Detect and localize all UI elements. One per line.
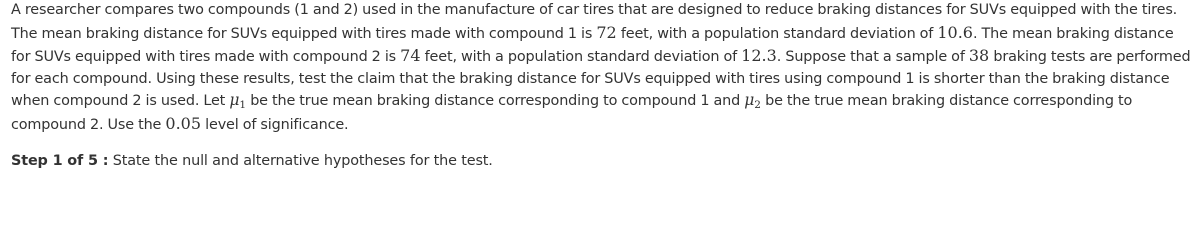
problem-text: . Suppose that a sample of bbox=[776, 49, 969, 65]
step-text: State the null and alternative hypotheses for the test. bbox=[112, 153, 493, 169]
problem-text: A researcher compares two compounds (1 and 2) used in the manufacture of car tires that are designed to reduce braking distances for SUVs equipped with the tires. The mean braking distance for SUVs equipped with tires made with compound 1 is bbox=[11, 2, 1178, 42]
significance-level: 0.05 bbox=[165, 113, 202, 133]
sd-compound-1: 10.6 bbox=[937, 22, 973, 42]
sample-size: 38 bbox=[968, 46, 990, 65]
problem-text: . The mean braking distance for SUVs equipped with tires made with compound 2 is bbox=[11, 25, 1174, 65]
mu1-subscript: 1 bbox=[239, 99, 247, 111]
mu2-symbol bbox=[744, 91, 761, 109]
problem-statement bbox=[11, 0, 1195, 136]
mean-compound-1: 72 bbox=[596, 22, 617, 42]
sd-compound-2: 12.3 bbox=[741, 46, 777, 65]
problem-text: feet, with a population standard deviation of bbox=[616, 25, 938, 42]
problem-text: braking tests are performed for each compound. Using these results, test the claim that the braking distance for SUVs equipped with tires using compound 1 is shorter than the braking distance when compound 2 is used. Let bbox=[11, 49, 1191, 109]
problem-text: be the true mean braking distance corresponding to compound 2. Use the bbox=[11, 93, 1133, 133]
mu1-symbol bbox=[229, 91, 246, 109]
step-label: Step 1 of 5 : bbox=[11, 153, 109, 169]
step-instruction bbox=[11, 151, 493, 173]
mu1-letter: μ bbox=[229, 91, 240, 109]
problem-text: be the true mean braking distance corresponding to compound 1 and bbox=[246, 93, 745, 109]
mu2-subscript: 2 bbox=[754, 99, 761, 111]
problem-text: level of significance. bbox=[201, 116, 349, 133]
mu2-letter: μ bbox=[744, 91, 755, 109]
mean-compound-2: 74 bbox=[400, 46, 421, 65]
problem-text: feet, with a population standard deviation of bbox=[420, 49, 742, 65]
